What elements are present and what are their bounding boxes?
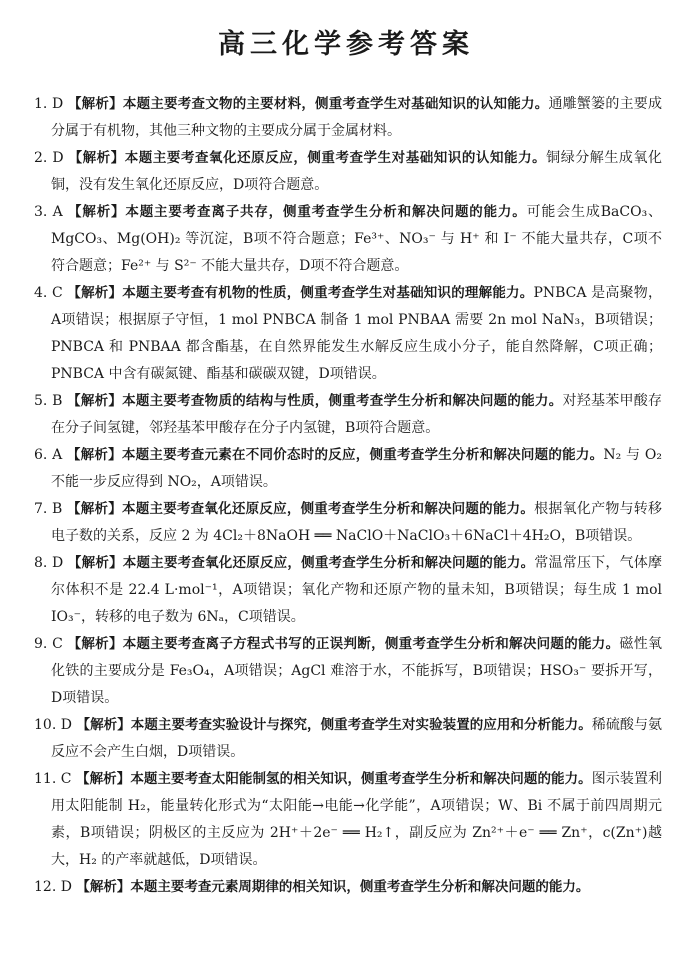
answer-item-12 <box>34 874 662 901</box>
analysis-tag: 【解析】 <box>66 447 122 463</box>
answer-label: 9. C <box>34 636 68 652</box>
answer-label: 8. D <box>34 555 68 571</box>
answer-label: 5. B <box>34 393 68 409</box>
analysis-body: 铜绿分解生成氧化铜，没有发生氧化还原反应，D项符合题意。 <box>51 150 662 193</box>
analysis-lead: 本题主要考查物质的结构与性质，侧重考查学生分析和解决问题的能力。 <box>122 393 563 409</box>
analysis-lead: 本题主要考查氧化还原反应，侧重考查学生对基础知识的认知能力。 <box>124 150 547 166</box>
analysis-tag: 【解析】 <box>76 771 131 787</box>
analysis-tag: 【解析】 <box>67 636 123 652</box>
analysis-lead: 本题主要考查离子方程式书写的正误判断，侧重考查学生分析和解决问题的能力。 <box>122 636 620 652</box>
analysis-body: N₂ 与 O₂ 不能一步反应得到 NO₂，A项错误。 <box>51 447 663 490</box>
answer-label: 10. D <box>34 717 77 733</box>
analysis-tag: 【解析】 <box>76 879 131 895</box>
answer-label: 2. D <box>34 150 69 166</box>
analysis-body: 根据氧化产物与转移电子数的关系，反应 2 为 4Cl₂＋8NaOH ══ NaClO＋NaClO₃＋6NaCl＋4H₂O，B项错误。 <box>51 501 663 544</box>
answer-label: 11. C <box>34 771 77 787</box>
answer-label: 7. B <box>34 501 68 517</box>
analysis-body: 通雕蟹篓的主要成分属于有机物，其他三种文物的主要成分属于金属材料。 <box>51 96 663 139</box>
answer-label: 6. A <box>34 447 67 463</box>
analysis-tag: 【解析】 <box>68 204 126 220</box>
analysis-body: 常温常压下，气体摩尔体积不是 22.4 L·mol⁻¹，A项错误；氧化产物和还原产物的量未知，B项错误；每生成 1 mol IO₃⁻，转移的电子数为 6Nₐ，C项错误。 <box>51 555 663 625</box>
answer-label: 1. D <box>34 96 68 112</box>
analysis-tag: 【解析】 <box>67 393 123 409</box>
analysis-tag: 【解析】 <box>67 285 123 301</box>
answer-label: 12. D <box>34 879 77 895</box>
analysis-body: 可能会生成BaCO₃、MgCO₃、Mg(OH)₂ 等沉淀，B项不符合题意；Fe³⁺、NO₃⁻ 与 H⁺ 和 I⁻ 不能大量共存，C项不符合题意；Fe²⁺ 与 S²⁻ 不能大量共存，D项不符合题意。 <box>51 204 663 274</box>
analysis-body: 图示装置利用太阳能制 H₂，能量转化形式为“太阳能→电能→化学能”，A项错误；W、Bi 不属于前四周期元素，B项错误；阴极区的主反应为 2H⁺＋2e⁻ ══ H₂↑，副反应为 Zn²⁺＋e⁻ ══ Zn⁺，c(Zn⁺)越大，H₂ 的产率就越低，D项错误。 <box>51 771 663 868</box>
answer-label: 4. C <box>34 285 68 301</box>
answer-item-10 <box>34 712 662 766</box>
analysis-lead: 本题主要考查实验设计与探究，侧重考查学生对实验装置的应用和分析能力。 <box>130 717 592 733</box>
analysis-lead: 本题主要考查文物的主要材料，侧重考查学生对基础知识的认知能力。 <box>122 96 549 112</box>
analysis-lead: 本题主要考查离子共存，侧重考查学生分析和解决问题的能力。 <box>125 204 527 220</box>
answer-item-2 <box>34 145 662 199</box>
page-title: 高三化学参考答案 <box>218 29 474 60</box>
answer-label: 3. A <box>34 204 69 220</box>
analysis-tag: 【解析】 <box>67 501 122 517</box>
analysis-lead: 本题主要考查元素周期律的相关知识，侧重考查学生分析和解决问题的能力。 <box>130 879 590 895</box>
analysis-lead: 本题主要考查氧化还原反应，侧重考查学生分析和解决问题的能力。 <box>122 555 535 571</box>
analysis-tag: 【解析】 <box>67 555 123 571</box>
answer-item-6 <box>34 442 662 496</box>
analysis-tag: 【解析】 <box>68 150 125 166</box>
analysis-body: 稀硫酸与氨反应不会产生白烟，D项错误。 <box>51 717 663 760</box>
analysis-lead: 本题主要考查氧化还原反应，侧重考查学生分析和解决问题的能力。 <box>121 501 535 517</box>
answer-item-5 <box>34 388 662 442</box>
analysis-lead: 本题主要考查元素在不同价态时的反应，侧重考查学生分析和解决问题的能力。 <box>121 447 604 463</box>
analysis-body: 磁性氧化铁的主要成分是 Fe₃O₄，A项错误；AgCl 难溶于水，不能拆写，B项错误；HSO₃⁻ 要拆开写，D项错误。 <box>51 636 662 706</box>
analysis-body: 对羟基苯甲酸存在分子间氢键，邻羟基苯甲酸存在分子内氢键，B项符合题意。 <box>51 393 663 436</box>
answer-item-4 <box>34 280 662 388</box>
analysis-tag: 【解析】 <box>76 717 131 733</box>
answer-item-3 <box>34 199 662 280</box>
answer-item-8 <box>34 550 662 631</box>
analysis-tag: 【解析】 <box>67 96 123 112</box>
answer-list <box>34 91 662 901</box>
analysis-body: PNBCA 是高聚物，A项错误；根据原子守恒，1 mol PNBCA 制备 1 mol PNBAA 需要 2n mol NaN₃，B项错误；PNBCA 和 PNBAA 都含酯基，在自然界能发生水解反应生成小分子，能自然降解，C项正确；PNBCA 中含有碳氮键、酯基和碳碳双键，D项错误。 <box>51 285 662 382</box>
analysis-lead: 本题主要考查有机物的性质，侧重考查学生对基础知识的理解能力。 <box>122 285 534 301</box>
answer-item-11 <box>34 766 662 874</box>
answer-item-1 <box>34 91 662 145</box>
answer-item-7 <box>34 496 662 550</box>
answer-item-9 <box>34 631 662 712</box>
analysis-lead: 本题主要考查太阳能制氢的相关知识，侧重考查学生分析和解决问题的能力。 <box>130 771 592 787</box>
